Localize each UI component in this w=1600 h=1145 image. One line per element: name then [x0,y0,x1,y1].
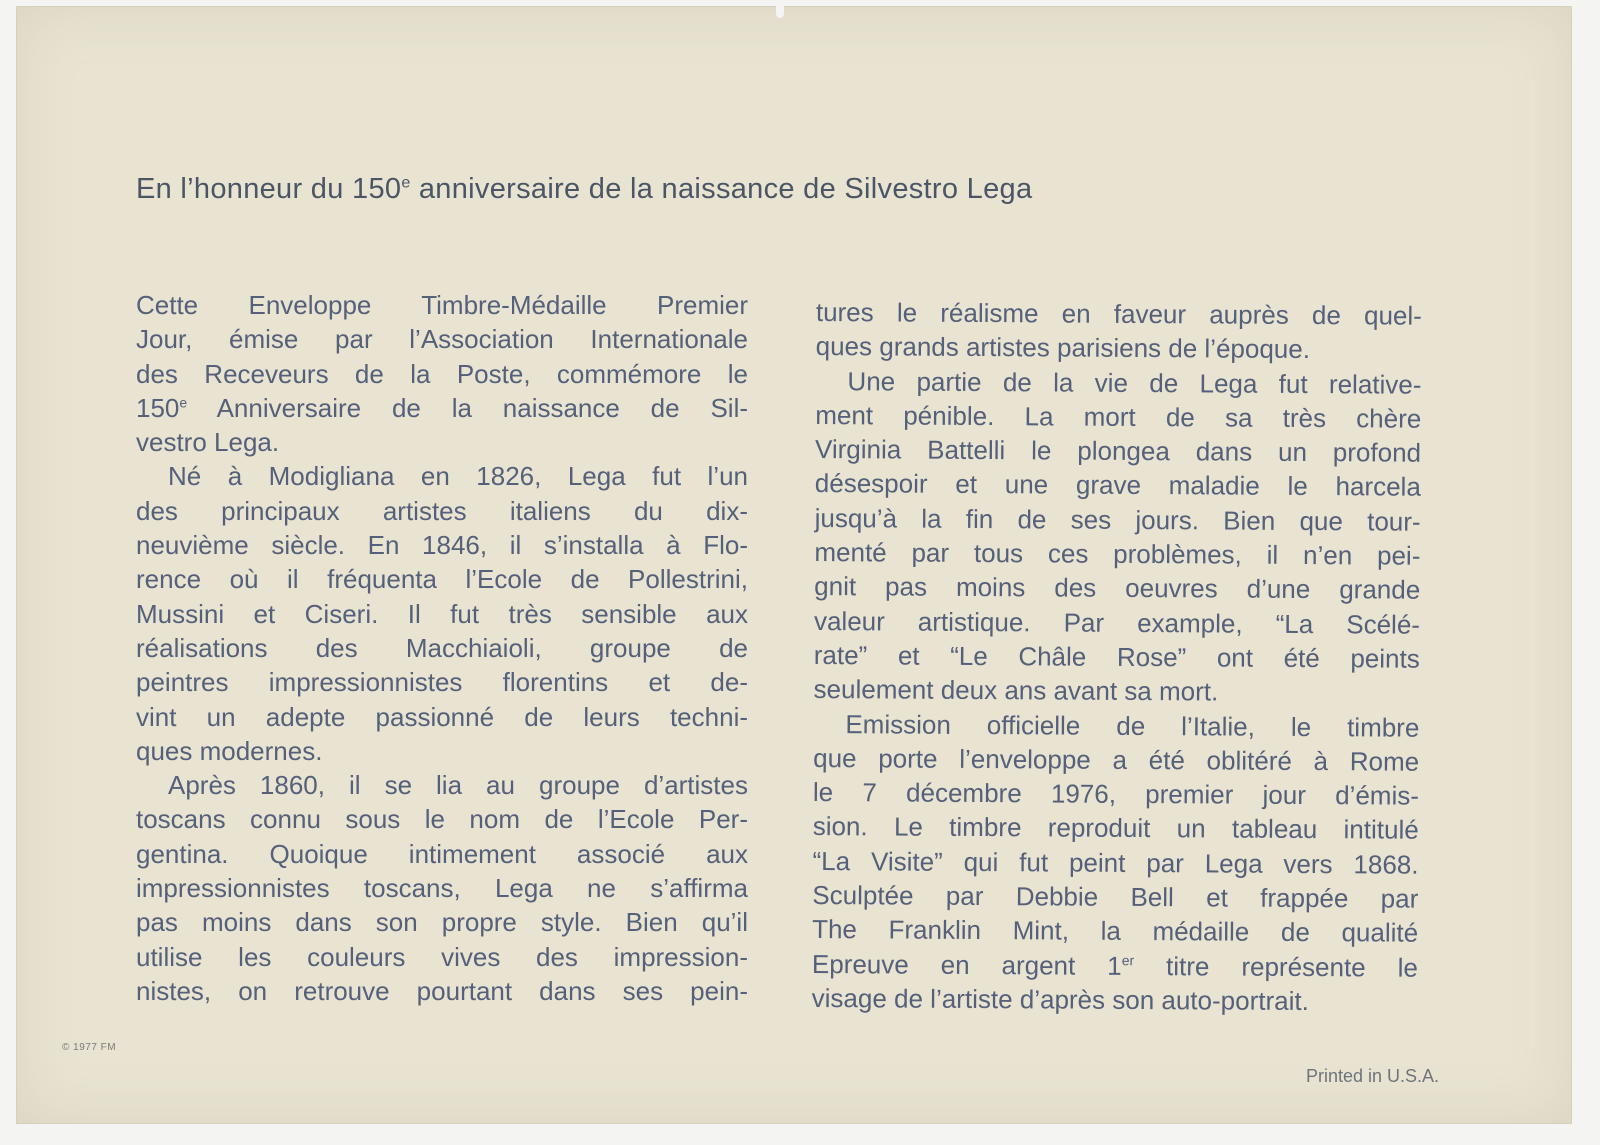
text-line: valeur artistique. Par example, “La Scélé- [813,605,1421,640]
text-line: vint un adepte passionné de leurs techni- [136,701,748,732]
text-line: The Franklin Mint, la médaille de qualité [812,914,1419,949]
text-line: Emission officielle de l’Italie, le timbre [845,708,1420,743]
text-line: que porte l’enveloppe a été oblitéré à Rome [813,742,1420,777]
text-line: peintres impressionnistes florentins et de- [136,667,748,698]
text-line: nistes, on retrouve pourtant dans ses pein- [136,975,748,1006]
text-line: toscans connu sous le nom de l’Ecole Per- [136,804,748,835]
text-line: Sculptée par Debbie Bell et frappée par [812,880,1419,914]
right-text-column [812,295,1422,1019]
card-title [136,173,1032,206]
title-superscript: e [401,174,411,192]
text-line: Une partie de la vie de Lega fut relative- [847,365,1422,400]
text-line: Virginia Battelli le plongea dans un profond [814,434,1422,468]
text-line: Jour, émise par l’Association Internationale [136,324,748,355]
text-line: Cette Enveloppe Timbre-Médaille Premier [136,290,748,320]
text-line: des Receveurs de la Poste, commémore le [136,358,748,389]
text-line: vestro Lega. [136,427,280,458]
text-line: rence où il fréquenta l’Ecole de Pollestrini, [136,564,748,595]
text-line: ques grands artistes parisiens de l’époque. [815,331,1311,365]
printed-card [16,6,1572,1124]
text-line: 150e Anniversaire de la naissance de Sil- [136,392,748,423]
text-line: seulement deux ans avant sa mort. [813,674,1219,707]
text-line: impressionnistes toscans, Lega ne s’affirma [136,873,748,904]
title-end: anniversaire de la naissance de Silvestro Lega [410,173,1033,205]
copyright-notice: © 1977 FM [62,1042,117,1053]
text-line: jusqu’à la fin de ses jours. Bien que tour- [814,502,1421,537]
text-line: pas moins dans son propre style. Bien qu’il [136,907,748,938]
printed-in-note: Printed in U.S.A. [1306,1066,1440,1086]
text-line: neuvième siècle. En 1846, il s’installa à Flo- [136,530,748,561]
text-line: Epreuve en argent 1er titre représente le [811,948,1418,983]
text-line: menté par tous ces problèmes, il n’en pei- [814,537,1421,571]
text-line: “La Visite” qui fut peint par Lega vers 1868. [812,845,1419,880]
text-line: visage de l’artiste d’après son auto-portrait. [811,982,1309,1016]
text-line: gentina. Quoique intimement associé aux [136,838,748,869]
text-line: désespoir et une grave maladie le harcela [814,468,1421,503]
text-line: ment pénible. La mort de sa très chère [815,399,1422,434]
text-line: Né à Modigliana en 1826, Lega fut l’un [168,461,748,492]
text-line: réalisations des Macchiaioli, groupe de [136,632,748,663]
text-line: tures le réalisme en faveur auprès de quel- [815,296,1422,331]
text-line: sion. Le timbre reproduit un tableau intitulé [812,811,1419,846]
text-line: des principaux artistes italiens du dix- [136,495,748,526]
text-line: ques modernes. [136,735,323,766]
text-line: Mussini et Ciseri. Il fut très sensible aux [136,598,748,629]
left-text-column [136,288,748,1008]
text-line: rate” et “Le Châle Rose” ont été peints [813,639,1420,674]
text-line: Après 1860, il se lia au groupe d’artistes [168,770,748,801]
text-line: gnit pas moins des oeuvres d’une grande [814,571,1421,606]
title-start: En l’honneur du 150 [136,173,402,205]
card-notch [776,4,784,18]
text-line: utilise les couleurs vives des impression- [136,941,748,972]
text-line: le 7 décembre 1976, premier jour d’émis- [812,777,1420,811]
